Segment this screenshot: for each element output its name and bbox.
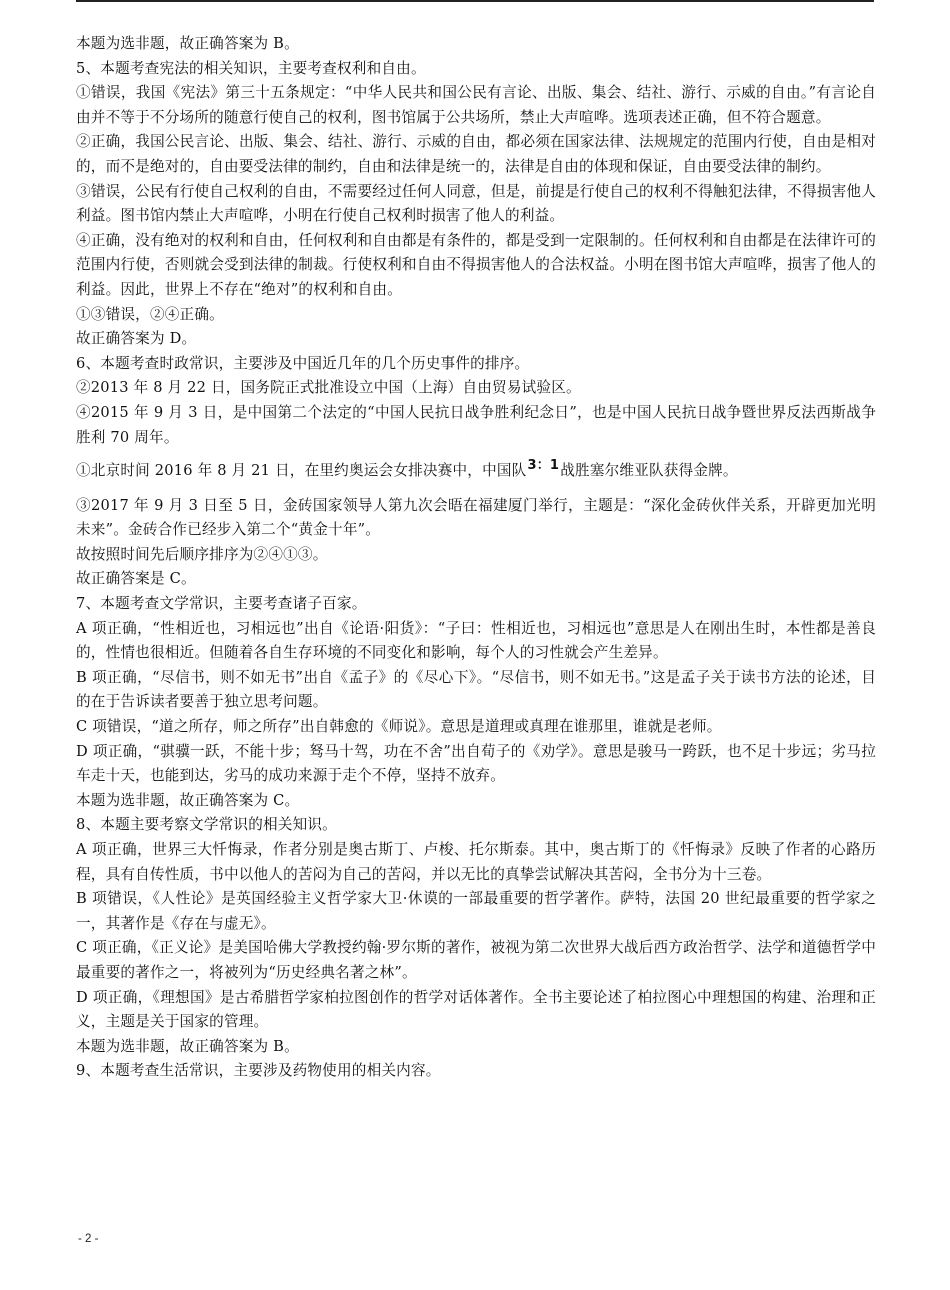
paragraph: 本题为选非题，故正确答案为 C。	[76, 791, 300, 809]
paragraph: D 项正确，“骐骥一跃，不能十步；驽马十驾，功在不舍”出自荀子的《劝学》。意思是骏马一跨跃，也不足十步远；劣马拉车走十天，也能到达，劣马的成功来源于走个不停，坚持不放弃。	[76, 742, 876, 785]
olympic-text-before: ①北京时间 2016 年 8 月 21 日，在里约奥运会女排决赛中，中国队	[76, 462, 527, 480]
paragraph: 故按照时间先后顺序排序为②④①③。	[76, 545, 328, 563]
paragraph: ①错误，我国《宪法》第三十五条规定：“中华人民共和国公民有言论、出版、集会、结社、游行、示威的自由。”有言论自由并不等于不分场所的随意行使自己的权利，图书馆属于公共场所，禁止大声喧哗。选项表述正确，但不符合题意。	[76, 84, 876, 126]
score-ratio: 3：1	[527, 458, 560, 474]
paragraph: C 项错误，“道之所存，师之所存”出自韩愈的《师说》。意思是道理或真理在谁那里，谁就是老师。	[76, 718, 722, 736]
paragraph: 本题为选非题，故正确答案为 B。	[76, 35, 299, 52]
question-7-heading: 7、本题考查文学常识，主要考查诸子百家。	[76, 595, 367, 613]
header-rule	[76, 0, 874, 2]
paragraph: ③错误，公民有行使自己权利的自由，不需要经过任何人同意，但是，前提是行使自己的权利不得触犯法律，不得损害他人利益。图书馆内禁止大声喧哗，小明在行使自己权利时损害了他人的利益。	[76, 182, 876, 225]
paragraph: A 项正确，“性相近也，习相远也”出自《论语·阳货》：“子曰：性相近也，习相远也”意思是人在刚出生时，本性都是善良的，性情也很相近。但随着各自生存环境的不同变化和影响，每个人的习性就会产生差异。	[76, 619, 876, 662]
olympic-paragraph	[76, 459, 876, 485]
olympic-text-after: 战胜塞尔维亚队获得金牌。	[560, 462, 738, 480]
paragraph: ②正确，我国公民言论、出版、集会、结社、游行、示威的自由，都必须在国家法律、法规规定的范围内行使，自由是相对的，而不是绝对的，自由要受法律的制约，自由和法律是统一的，法律是自由的体现和保证，自由要受法律的制约。	[76, 133, 876, 175]
question-5-heading: 5、本题考查宪法的相关知识，主要考查权利和自由。	[76, 59, 426, 77]
paragraph: B 项正确，“尽信书，则不如无书”出自《孟子》的《尽心下》。“尽信书，则不如无书。”这是孟子关于读书方法的论述，目的在于告诉读者要善于独立思考问题。	[76, 668, 876, 711]
paragraph: ①③错误，②④正确。	[76, 305, 224, 323]
paragraph: A 项正确，世界三大忏悔录，作者分别是奥古斯丁、卢梭、托尔斯泰。其中，奥古斯丁的《忏悔录》反映了作者的心路历程，具有自传性质，书中以他人的苦闷为自己的苦闷，并以无比的真挚尝试解决其苦闷，全书分为十三卷。	[76, 841, 876, 883]
answer-explanations	[76, 32, 876, 1084]
paragraph: ④正确，没有绝对的权利和自由，任何权利和自由都是有条件的，都是受到一定限制的。任何权利和自由都是在法律许可的范围内行使，否则就会受到法律的制裁。行使权利和自由不得损害他人的合法权益。小明在图书馆大声喧哗，损害了他人的利益。因此，世界上不存在“绝对”的权利和自由。	[76, 231, 876, 298]
paragraph: 本题为选非题，故正确答案为 B。	[76, 1037, 299, 1055]
question-9-heading: 9、本题考查生活常识，主要涉及药物使用的相关内容。	[76, 1062, 441, 1080]
paragraph: 故正确答案是 C。	[76, 570, 196, 588]
paragraph: 故正确答案为 D。	[76, 330, 197, 348]
paragraph: C 项正确，《正义论》是美国哈佛大学教授约翰·罗尔斯的著作，被视为第二次世界大战后西方政治哲学、法学和道德哲学中最重要的著作之一，将被列为“历史经典名著之林”。	[76, 939, 876, 981]
paragraph: D 项正确，《理想国》是古希腊哲学家柏拉图创作的哲学对话体著作。全书主要论述了柏拉图心中理想国的构建、治理和正义，主题是关于国家的管理。	[76, 988, 876, 1031]
paragraph: B 项错误，《人性论》是英国经验主义哲学家大卫·休谟的一部最重要的哲学著作。萨特，法国 20 世纪最重要的哲学家之一，其著作是《存在与虚无》。	[76, 890, 876, 932]
paragraph: ④2015 年 9 月 3 日，是中国第二个法定的“中国人民抗日战争胜利纪念日”，也是中国人民抗日战争暨世界反法西斯战争胜利 70 周年。	[76, 403, 876, 446]
paragraph: ②2013 年 8 月 22 日，国务院正式批准设立中国（上海）自由贸易试验区。	[76, 379, 581, 397]
question-8-heading: 8、本题主要考察文学常识的相关知识。	[76, 816, 337, 834]
paragraph: ③2017 年 9 月 3 日至 5 日，金砖国家领导人第九次会晤在福建厦门举行，主题是：“深化金砖伙伴关系，开辟更加光明未来”。金砖合作已经步入第二个“黄金十年”。	[76, 496, 876, 539]
page-number: - 2 -	[78, 1233, 99, 1245]
question-6-heading: 6、本题考查时政常识，主要涉及中国近几年的几个历史事件的排序。	[76, 354, 530, 372]
